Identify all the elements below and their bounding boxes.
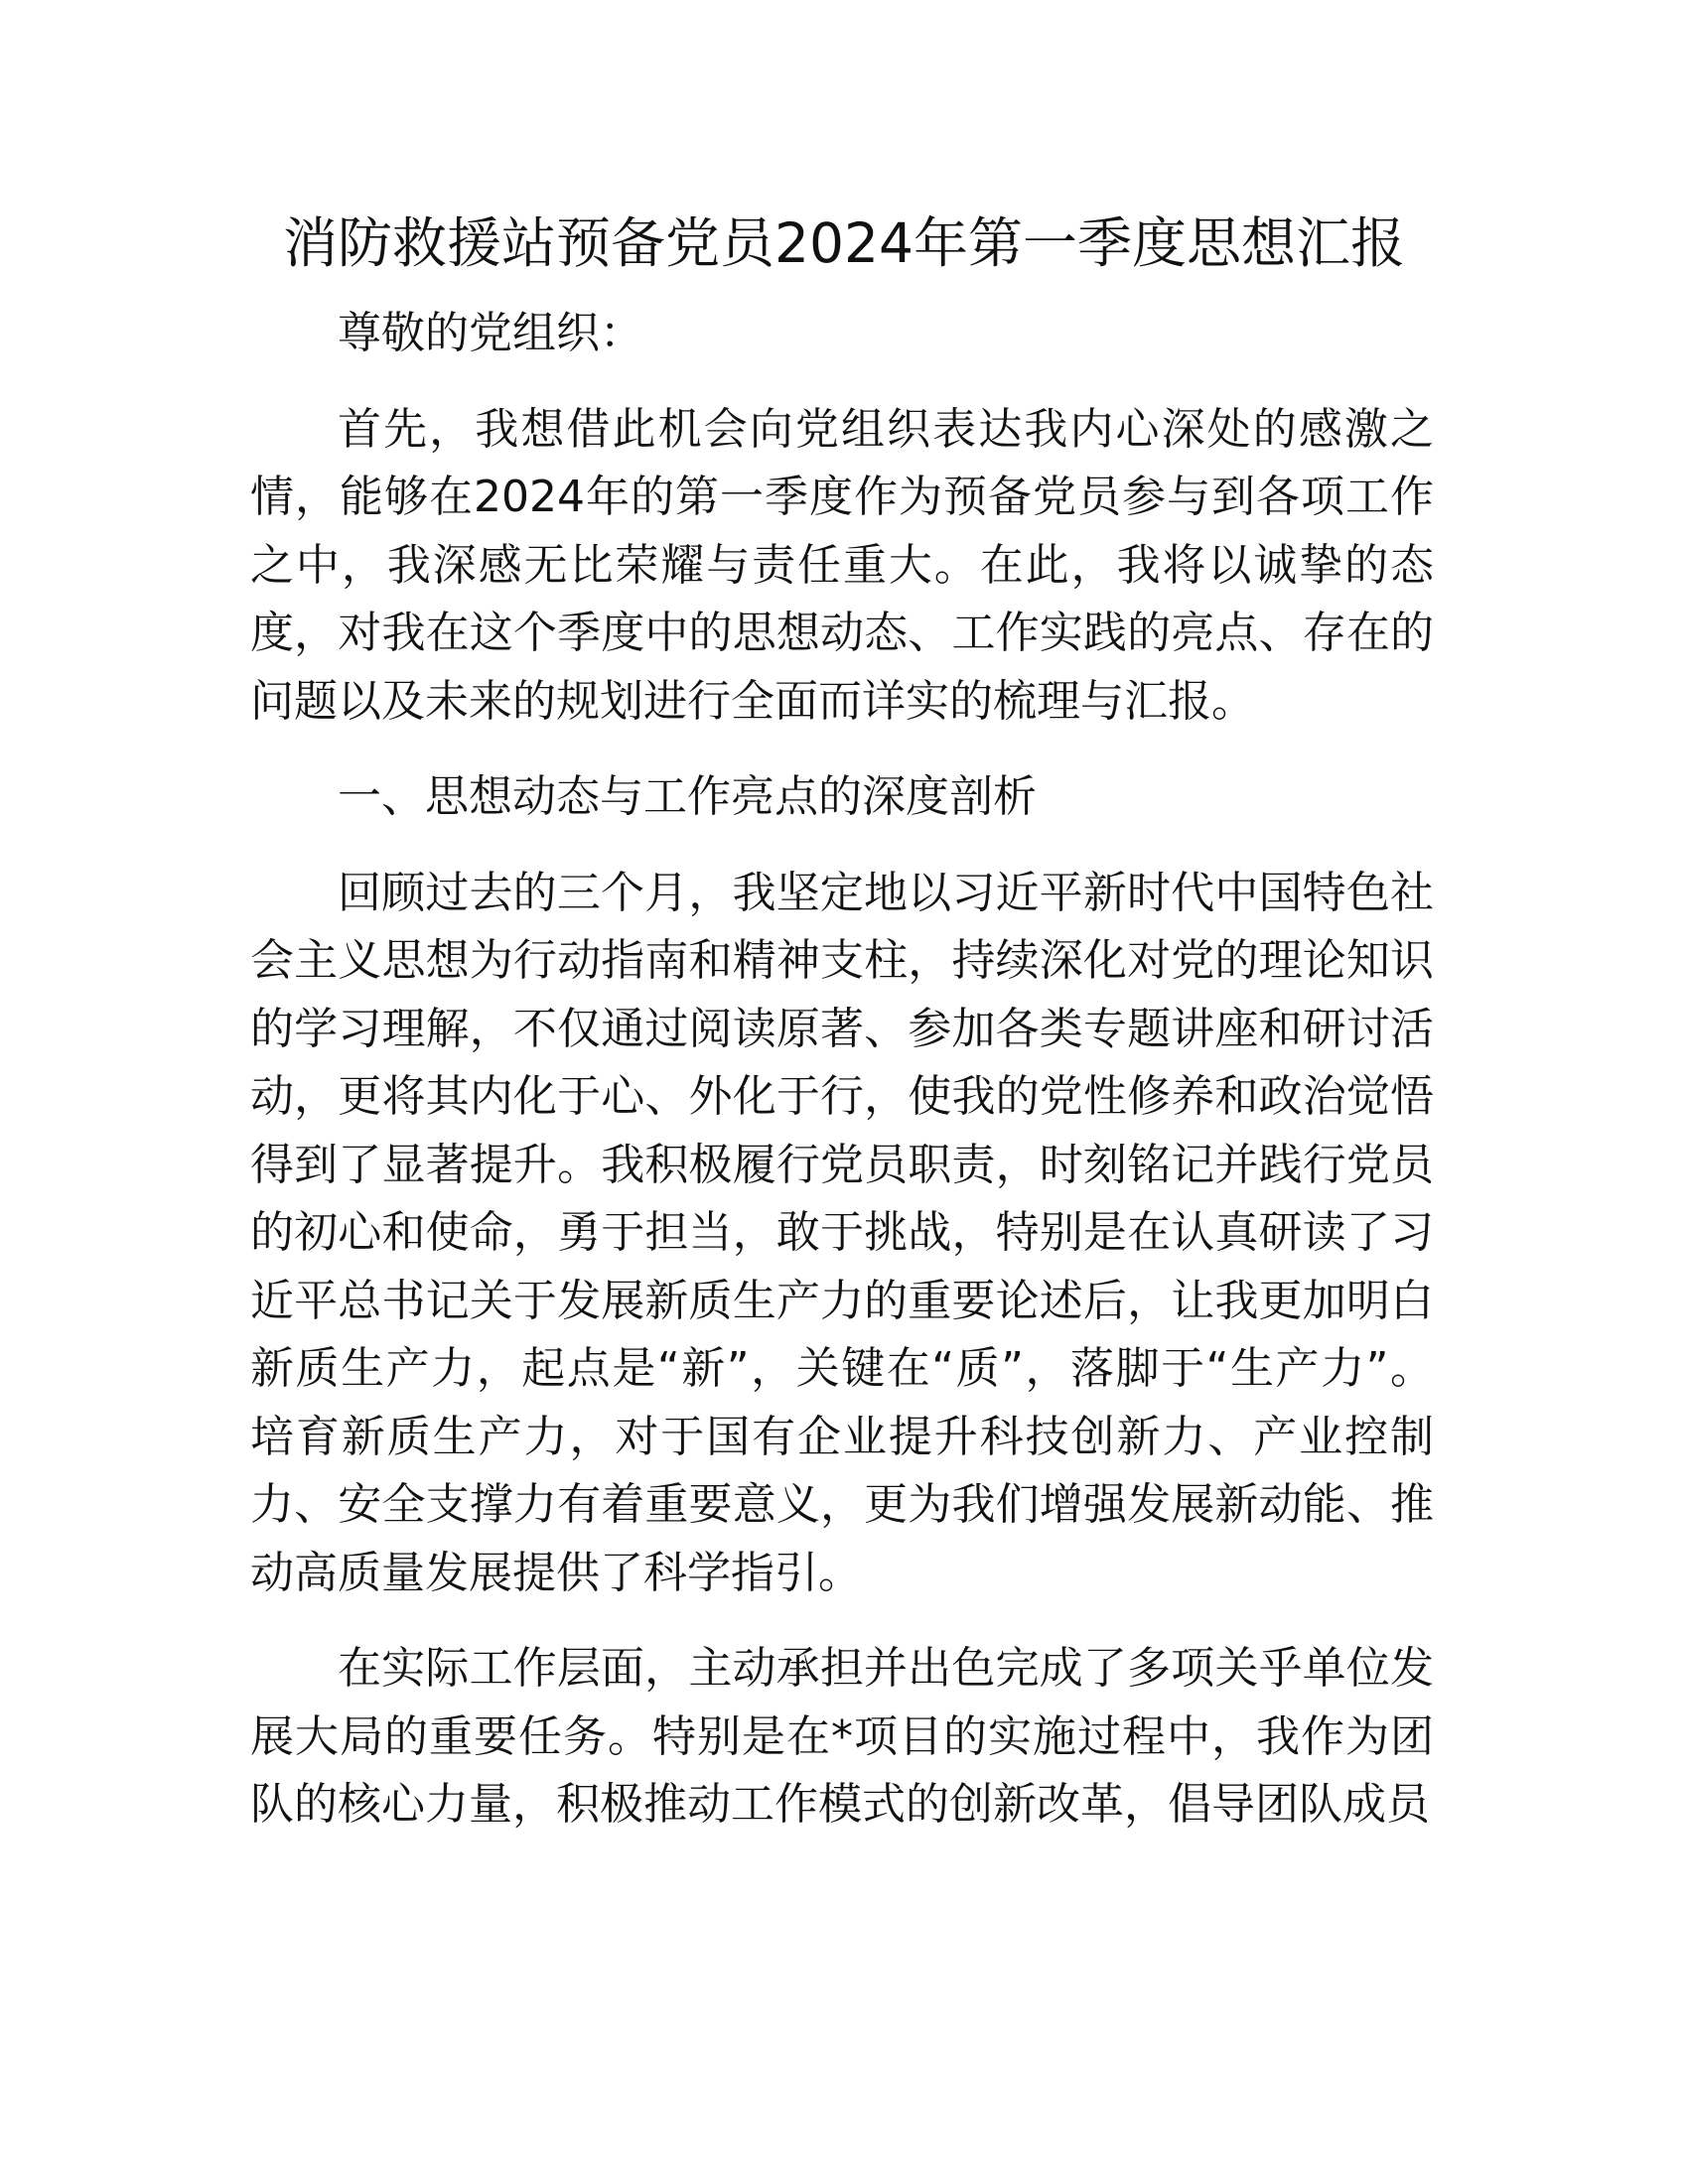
paragraph-intro: 首先，我想借此机会向党组织表达我内心深处的感激之情，能够在2024年的第一季度作为预备党员参与到各项工作之中，我深感无比荣耀与责任重大。在此，我将以诚挚的态度，对我在这个季度中的思想动态、工作实践的亮点、存在的问题以及未来的规划进行全面而详实的梳理与汇报。 [250,403,1434,727]
paragraph-gap [250,368,1434,396]
document-title: 消防救援站预备党员2024年第一季度思想汇报 [283,211,1405,275]
paragraph-thought: 回顾过去的三个月，我坚定地以习近平新时代中国特色社会主义思想为行动指南和精神支柱，持续深化对党的理论知识的学习理解，不仅通过阅读原著、参加各类专题讲座和研讨活动，更将其内化于心、外化于行，使我的党性修养和政治觉悟得到了显著提升。我积极履行党员职责，时刻铭记并践行党员的初心和使命，勇于担当，敢于挑战，特别是在认真研读了习近平总书记关于发展新质生产力的重要论述后，让我更加明白新质生产力，起点是“新”，关键在“质”，落脚于“生产力”。培育新质生产力，对于国有企业提升科技创新力、产业控制力、安全支撑力有着重要意义，更为我们增强发展新动能、推动高质量发展提供了科学指引。 [250,867,1434,1598]
document-body [250,300,1434,1840]
paragraph-work: 在实际工作层面，主动承担并出色完成了多项关乎单位发展大局的重要任务。特别是在*项目的实施过程中，我作为团队的核心力量，积极推动工作模式的创新改革，倡导团队成员 [250,1643,1434,1830]
paragraph-gap [250,1607,1434,1635]
paragraph-gap [250,832,1434,860]
paragraph-gap [250,736,1434,763]
section-heading: 一、思想动态与工作亮点的深度剖析 [338,771,1037,822]
salutation: 尊敬的党组织： [338,308,643,358]
